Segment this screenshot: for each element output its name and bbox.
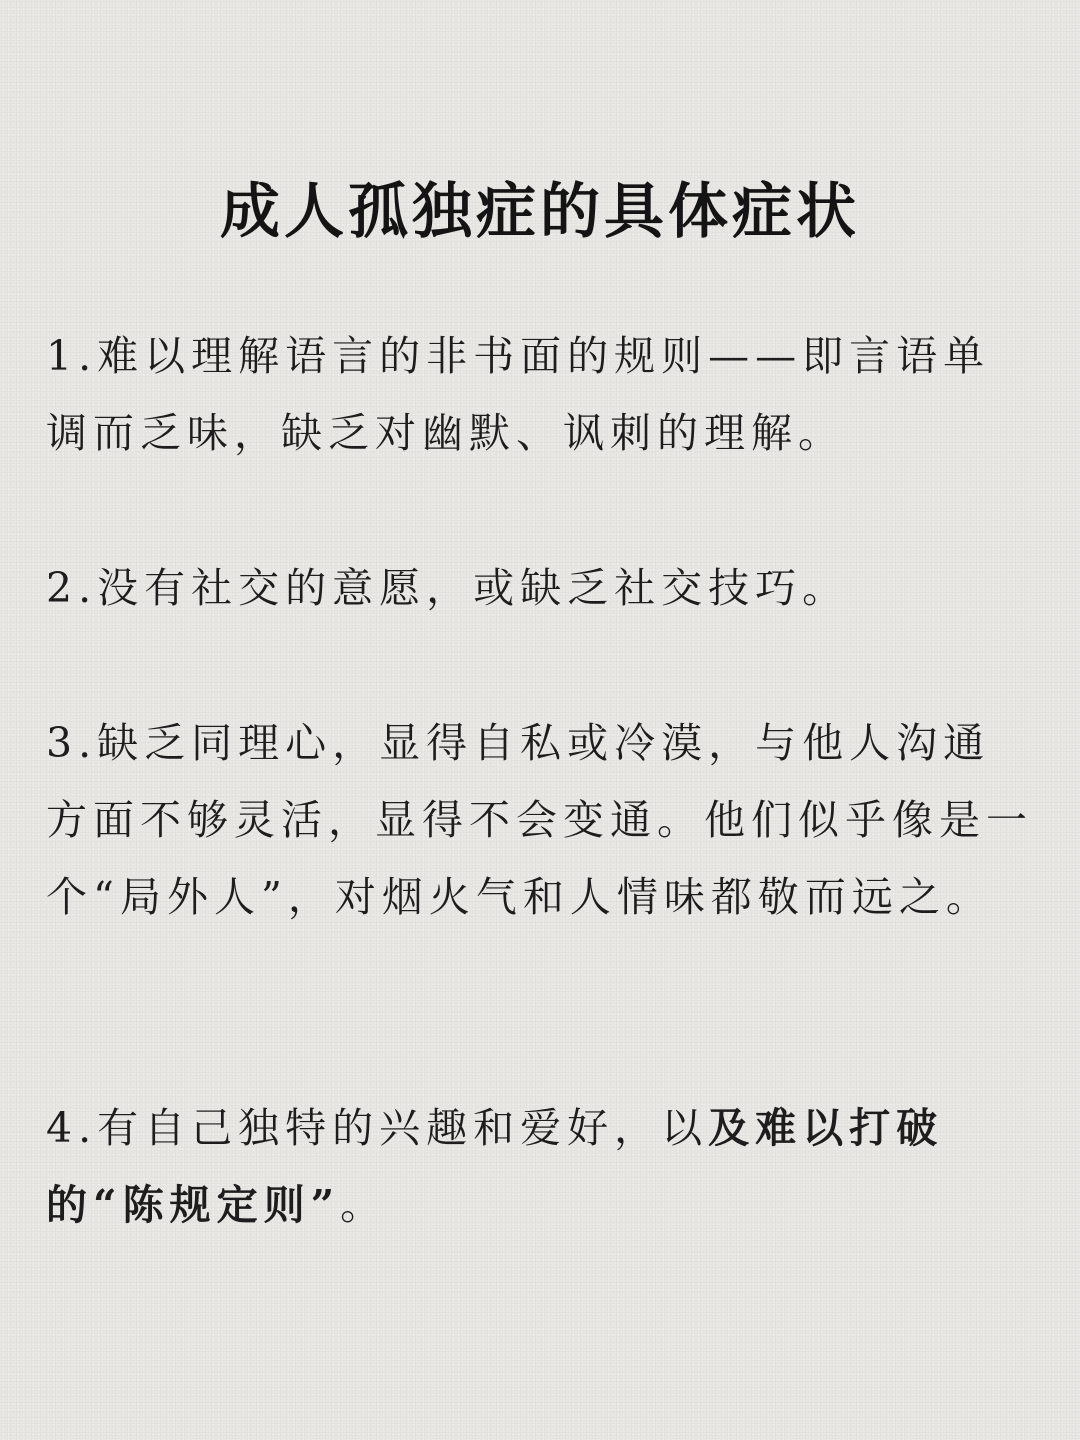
symptom-item-4-end: 。 (340, 1181, 388, 1229)
symptom-item-3: 3.缺乏同理心，显得自私或冷漠，与他人沟通方面不够灵活，显得不会变通。他们似乎像是一个“局外人”，对烟火气和人情味都敬而远之。 (46, 719, 1033, 921)
symptom-item-4 (46, 1090, 1036, 1244)
symptom-item-2: 2.没有社交的意愿，或缺乏社交技巧。 (46, 564, 850, 612)
symptom-item-4-emphasis: 及难以打破的“陈规定则” (46, 1104, 944, 1229)
symptom-item-1: 1.难以理解语言的非书面的规则——即言语单调而乏味，缺乏对幽默、讽刺的理解。 (46, 332, 991, 457)
page-title: 成人孤独症的具体症状 (220, 177, 860, 247)
symptom-item-4-text: 4.有自己独特的兴趣和爱好，以 (46, 1104, 709, 1152)
